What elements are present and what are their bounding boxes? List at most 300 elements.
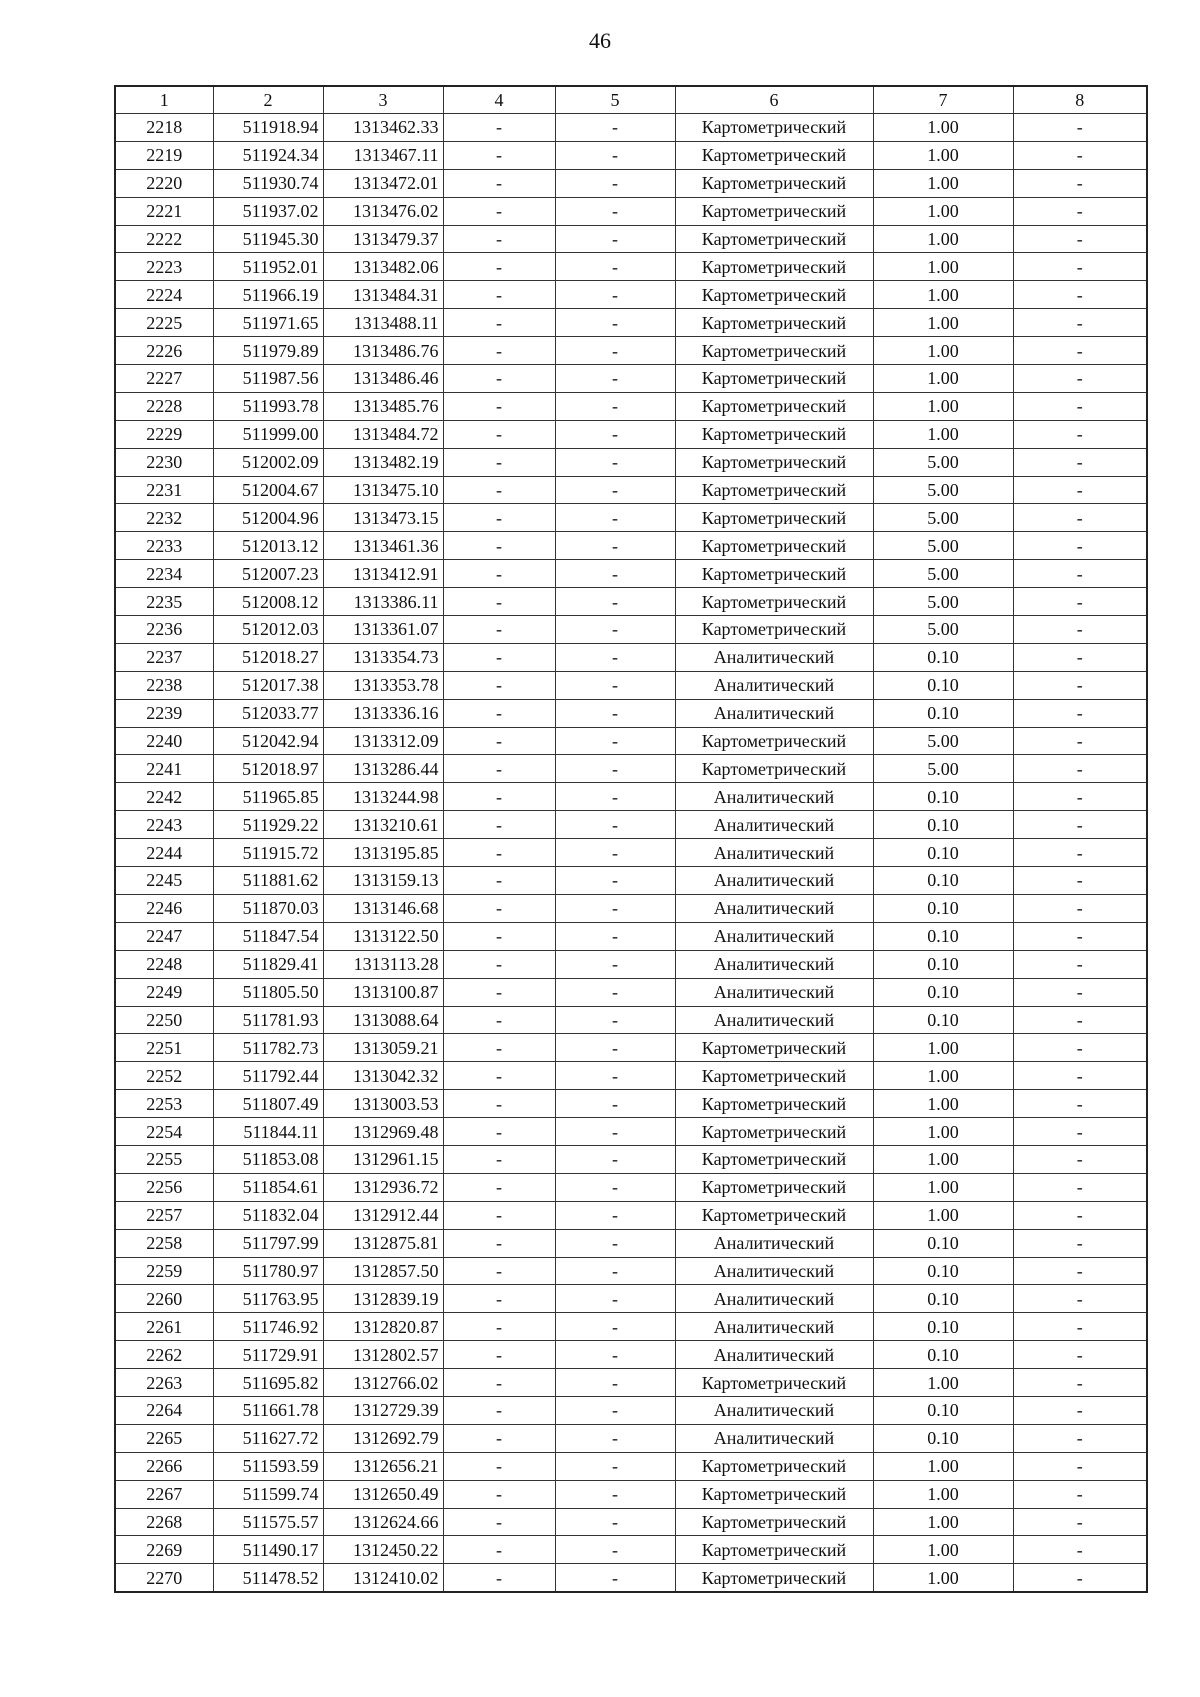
- cell-col-4-value: -: [443, 1229, 555, 1257]
- table-row: [115, 1285, 1147, 1313]
- cell-col-8-value: -: [1013, 1145, 1147, 1173]
- table-row: [115, 532, 1147, 560]
- table-row: [115, 560, 1147, 588]
- cell-accuracy: 1.00: [873, 1201, 1013, 1229]
- cell-col-8-value: -: [1013, 1257, 1147, 1285]
- cell-y-coordinate: 1313473.15: [323, 504, 443, 532]
- cell-method: Картометрический: [675, 420, 873, 448]
- cell-col-8-value: -: [1013, 1424, 1147, 1452]
- table-row: [115, 1396, 1147, 1424]
- cell-y-coordinate: 1313482.19: [323, 448, 443, 476]
- cell-col-4-value: -: [443, 1090, 555, 1118]
- cell-x-coordinate: 511695.82: [213, 1369, 323, 1397]
- cell-x-coordinate: 511729.91: [213, 1341, 323, 1369]
- cell-x-coordinate: 511847.54: [213, 922, 323, 950]
- cell-col-5-value: -: [555, 839, 675, 867]
- cell-y-coordinate: 1313479.37: [323, 225, 443, 253]
- cell-col-5-value: -: [555, 1090, 675, 1118]
- cell-y-coordinate: 1312802.57: [323, 1341, 443, 1369]
- cell-x-coordinate: 511930.74: [213, 169, 323, 197]
- cell-col-8-value: -: [1013, 420, 1147, 448]
- cell-col-4-value: -: [443, 1145, 555, 1173]
- cell-accuracy: 0.10: [873, 1285, 1013, 1313]
- cell-y-coordinate: 1313467.11: [323, 141, 443, 169]
- cell-col-5-value: -: [555, 197, 675, 225]
- cell-y-coordinate: 1313088.64: [323, 1006, 443, 1034]
- cell-col-5-value: -: [555, 114, 675, 142]
- cell-point-number: 2255: [115, 1145, 213, 1173]
- cell-col-5-value: -: [555, 894, 675, 922]
- table-row: [115, 1062, 1147, 1090]
- cell-accuracy: 1.00: [873, 253, 1013, 281]
- cell-accuracy: 5.00: [873, 588, 1013, 616]
- cell-x-coordinate: 512012.03: [213, 616, 323, 644]
- cell-col-5-value: -: [555, 1536, 675, 1564]
- cell-y-coordinate: 1313244.98: [323, 783, 443, 811]
- cell-y-coordinate: 1312766.02: [323, 1369, 443, 1397]
- cell-col-5-value: -: [555, 1257, 675, 1285]
- cell-y-coordinate: 1313386.11: [323, 588, 443, 616]
- cell-point-number: 2223: [115, 253, 213, 281]
- cell-point-number: 2222: [115, 225, 213, 253]
- cell-x-coordinate: 511792.44: [213, 1062, 323, 1090]
- cell-x-coordinate: 511829.41: [213, 950, 323, 978]
- cell-col-8-value: -: [1013, 365, 1147, 393]
- cell-col-5-value: -: [555, 755, 675, 783]
- cell-accuracy: 1.00: [873, 169, 1013, 197]
- cell-x-coordinate: 511781.93: [213, 1006, 323, 1034]
- cell-accuracy: 5.00: [873, 504, 1013, 532]
- cell-point-number: 2261: [115, 1313, 213, 1341]
- cell-col-5-value: -: [555, 1006, 675, 1034]
- table-row: [115, 894, 1147, 922]
- cell-col-8-value: -: [1013, 1118, 1147, 1146]
- column-header-3: 3: [323, 86, 443, 114]
- cell-accuracy: 0.10: [873, 1313, 1013, 1341]
- cell-col-5-value: -: [555, 1424, 675, 1452]
- cell-y-coordinate: 1313042.32: [323, 1062, 443, 1090]
- cell-method: Картометрический: [675, 588, 873, 616]
- cell-point-number: 2258: [115, 1229, 213, 1257]
- cell-col-8-value: -: [1013, 1452, 1147, 1480]
- cell-col-8-value: -: [1013, 1034, 1147, 1062]
- table-row: [115, 978, 1147, 1006]
- cell-x-coordinate: 511915.72: [213, 839, 323, 867]
- cell-col-5-value: -: [555, 1173, 675, 1201]
- table-row: [115, 1229, 1147, 1257]
- cell-y-coordinate: 1312912.44: [323, 1201, 443, 1229]
- cell-col-5-value: -: [555, 1341, 675, 1369]
- cell-accuracy: 1.00: [873, 1564, 1013, 1592]
- cell-y-coordinate: 1312729.39: [323, 1396, 443, 1424]
- cell-point-number: 2256: [115, 1173, 213, 1201]
- table-row: [115, 755, 1147, 783]
- cell-point-number: 2260: [115, 1285, 213, 1313]
- cell-y-coordinate: 1313475.10: [323, 476, 443, 504]
- cell-col-5-value: -: [555, 281, 675, 309]
- cell-col-4-value: -: [443, 616, 555, 644]
- table-row: [115, 253, 1147, 281]
- cell-point-number: 2234: [115, 560, 213, 588]
- cell-y-coordinate: 1313462.33: [323, 114, 443, 142]
- table-row: [115, 811, 1147, 839]
- table-row: [115, 1257, 1147, 1285]
- cell-y-coordinate: 1313412.91: [323, 560, 443, 588]
- cell-col-5-value: -: [555, 420, 675, 448]
- cell-x-coordinate: 511929.22: [213, 811, 323, 839]
- cell-accuracy: 0.10: [873, 643, 1013, 671]
- cell-col-5-value: -: [555, 1480, 675, 1508]
- cell-point-number: 2268: [115, 1508, 213, 1536]
- cell-col-8-value: -: [1013, 392, 1147, 420]
- cell-y-coordinate: 1312969.48: [323, 1118, 443, 1146]
- cell-accuracy: 0.10: [873, 811, 1013, 839]
- cell-y-coordinate: 1313146.68: [323, 894, 443, 922]
- cell-y-coordinate: 1312650.49: [323, 1480, 443, 1508]
- table-row: [115, 588, 1147, 616]
- cell-method: Картометрический: [675, 1145, 873, 1173]
- cell-method: Картометрический: [675, 1369, 873, 1397]
- column-header-7: 7: [873, 86, 1013, 114]
- cell-col-8-value: -: [1013, 1062, 1147, 1090]
- cell-method: Картометрический: [675, 1118, 873, 1146]
- table-header-row: [115, 86, 1147, 114]
- cell-method: Аналитический: [675, 1313, 873, 1341]
- cell-accuracy: 0.10: [873, 1257, 1013, 1285]
- cell-y-coordinate: 1313486.76: [323, 337, 443, 365]
- cell-x-coordinate: 511966.19: [213, 281, 323, 309]
- cell-point-number: 2257: [115, 1201, 213, 1229]
- cell-method: Аналитический: [675, 1396, 873, 1424]
- cell-method: Картометрический: [675, 309, 873, 337]
- cell-y-coordinate: 1313100.87: [323, 978, 443, 1006]
- cell-accuracy: 0.10: [873, 894, 1013, 922]
- cell-col-8-value: -: [1013, 253, 1147, 281]
- table-row: [115, 1090, 1147, 1118]
- table-row: [115, 365, 1147, 393]
- cell-accuracy: 1.00: [873, 1480, 1013, 1508]
- cell-col-8-value: -: [1013, 867, 1147, 895]
- cell-y-coordinate: 1312450.22: [323, 1536, 443, 1564]
- cell-col-5-value: -: [555, 560, 675, 588]
- cell-method: Картометрический: [675, 727, 873, 755]
- cell-y-coordinate: 1313059.21: [323, 1034, 443, 1062]
- cell-col-5-value: -: [555, 699, 675, 727]
- cell-y-coordinate: 1313461.36: [323, 532, 443, 560]
- table-row: [115, 616, 1147, 644]
- table-row: [115, 867, 1147, 895]
- cell-y-coordinate: 1312820.87: [323, 1313, 443, 1341]
- cell-col-8-value: -: [1013, 1480, 1147, 1508]
- cell-point-number: 2245: [115, 867, 213, 895]
- cell-accuracy: 5.00: [873, 448, 1013, 476]
- cell-point-number: 2219: [115, 141, 213, 169]
- cell-col-8-value: -: [1013, 839, 1147, 867]
- cell-x-coordinate: 512004.67: [213, 476, 323, 504]
- cell-col-5-value: -: [555, 476, 675, 504]
- cell-y-coordinate: 1313485.76: [323, 392, 443, 420]
- cell-method: Картометрический: [675, 532, 873, 560]
- cell-col-8-value: -: [1013, 1508, 1147, 1536]
- cell-col-4-value: -: [443, 225, 555, 253]
- cell-y-coordinate: 1313476.02: [323, 197, 443, 225]
- cell-col-4-value: -: [443, 1062, 555, 1090]
- cell-col-5-value: -: [555, 978, 675, 1006]
- column-header-4: 4: [443, 86, 555, 114]
- cell-method: Картометрический: [675, 1034, 873, 1062]
- cell-accuracy: 0.10: [873, 1229, 1013, 1257]
- cell-accuracy: 1.00: [873, 309, 1013, 337]
- cell-col-8-value: -: [1013, 588, 1147, 616]
- cell-point-number: 2251: [115, 1034, 213, 1062]
- cell-col-5-value: -: [555, 225, 675, 253]
- cell-method: Картометрический: [675, 281, 873, 309]
- cell-col-4-value: -: [443, 560, 555, 588]
- cell-x-coordinate: 512002.09: [213, 448, 323, 476]
- cell-point-number: 2243: [115, 811, 213, 839]
- cell-accuracy: 0.10: [873, 671, 1013, 699]
- cell-method: Аналитический: [675, 839, 873, 867]
- cell-col-5-value: -: [555, 811, 675, 839]
- cell-y-coordinate: 1313472.01: [323, 169, 443, 197]
- cell-x-coordinate: 511627.72: [213, 1424, 323, 1452]
- cell-point-number: 2230: [115, 448, 213, 476]
- cell-x-coordinate: 511965.85: [213, 783, 323, 811]
- cell-col-5-value: -: [555, 671, 675, 699]
- cell-y-coordinate: 1313113.28: [323, 950, 443, 978]
- cell-accuracy: 1.00: [873, 420, 1013, 448]
- cell-col-5-value: -: [555, 1396, 675, 1424]
- cell-method: Картометрический: [675, 197, 873, 225]
- cell-col-8-value: -: [1013, 476, 1147, 504]
- cell-col-5-value: -: [555, 253, 675, 281]
- cell-col-4-value: -: [443, 950, 555, 978]
- cell-col-4-value: -: [443, 309, 555, 337]
- cell-col-8-value: -: [1013, 727, 1147, 755]
- cell-x-coordinate: 511832.04: [213, 1201, 323, 1229]
- cell-y-coordinate: 1313159.13: [323, 867, 443, 895]
- cell-col-4-value: -: [443, 783, 555, 811]
- cell-x-coordinate: 511763.95: [213, 1285, 323, 1313]
- cell-col-8-value: -: [1013, 699, 1147, 727]
- table-row: [115, 1313, 1147, 1341]
- cell-method: Аналитический: [675, 783, 873, 811]
- cell-x-coordinate: 511945.30: [213, 225, 323, 253]
- cell-col-4-value: -: [443, 811, 555, 839]
- cell-accuracy: 5.00: [873, 755, 1013, 783]
- cell-y-coordinate: 1313486.46: [323, 365, 443, 393]
- cell-x-coordinate: 511478.52: [213, 1564, 323, 1592]
- cell-col-4-value: -: [443, 1424, 555, 1452]
- cell-accuracy: 0.10: [873, 950, 1013, 978]
- cell-x-coordinate: 512004.96: [213, 504, 323, 532]
- cell-x-coordinate: 512018.97: [213, 755, 323, 783]
- cell-point-number: 2246: [115, 894, 213, 922]
- cell-point-number: 2269: [115, 1536, 213, 1564]
- cell-col-5-value: -: [555, 448, 675, 476]
- cell-x-coordinate: 511844.11: [213, 1118, 323, 1146]
- table-row: [115, 1145, 1147, 1173]
- cell-col-4-value: -: [443, 894, 555, 922]
- cell-col-5-value: -: [555, 169, 675, 197]
- cell-col-4-value: -: [443, 253, 555, 281]
- cell-col-8-value: -: [1013, 1396, 1147, 1424]
- cell-y-coordinate: 1313312.09: [323, 727, 443, 755]
- cell-point-number: 2265: [115, 1424, 213, 1452]
- cell-method: Аналитический: [675, 643, 873, 671]
- cell-accuracy: 0.10: [873, 922, 1013, 950]
- cell-col-5-value: -: [555, 1145, 675, 1173]
- cell-col-4-value: -: [443, 114, 555, 142]
- cell-x-coordinate: 512017.38: [213, 671, 323, 699]
- cell-y-coordinate: 1312656.21: [323, 1452, 443, 1480]
- cell-col-4-value: -: [443, 197, 555, 225]
- table-row: [115, 1424, 1147, 1452]
- cell-method: Картометрический: [675, 476, 873, 504]
- cell-x-coordinate: 511971.65: [213, 309, 323, 337]
- cell-point-number: 2264: [115, 1396, 213, 1424]
- cell-col-4-value: -: [443, 839, 555, 867]
- cell-col-5-value: -: [555, 1062, 675, 1090]
- cell-x-coordinate: 511952.01: [213, 253, 323, 281]
- cell-col-4-value: -: [443, 337, 555, 365]
- cell-col-4-value: -: [443, 420, 555, 448]
- cell-accuracy: 0.10: [873, 839, 1013, 867]
- cell-method: Аналитический: [675, 1229, 873, 1257]
- cell-accuracy: 1.00: [873, 1536, 1013, 1564]
- cell-accuracy: 1.00: [873, 1145, 1013, 1173]
- cell-accuracy: 1.00: [873, 337, 1013, 365]
- cell-col-5-value: -: [555, 141, 675, 169]
- cell-col-4-value: -: [443, 588, 555, 616]
- table-row: [115, 420, 1147, 448]
- table-row: [115, 1508, 1147, 1536]
- cell-x-coordinate: 511924.34: [213, 141, 323, 169]
- cell-method: Аналитический: [675, 1424, 873, 1452]
- cell-x-coordinate: 512013.12: [213, 532, 323, 560]
- cell-accuracy: 1.00: [873, 197, 1013, 225]
- cell-method: Аналитический: [675, 1341, 873, 1369]
- table-row: [115, 1452, 1147, 1480]
- cell-method: Картометрический: [675, 365, 873, 393]
- cell-col-4-value: -: [443, 1285, 555, 1313]
- cell-method: Аналитический: [675, 978, 873, 1006]
- cell-col-5-value: -: [555, 504, 675, 532]
- cell-accuracy: 5.00: [873, 616, 1013, 644]
- cell-point-number: 2236: [115, 616, 213, 644]
- cell-y-coordinate: 1312857.50: [323, 1257, 443, 1285]
- cell-col-5-value: -: [555, 783, 675, 811]
- cell-col-8-value: -: [1013, 671, 1147, 699]
- cell-col-5-value: -: [555, 1118, 675, 1146]
- cell-col-4-value: -: [443, 1201, 555, 1229]
- cell-x-coordinate: 512007.23: [213, 560, 323, 588]
- cell-accuracy: 1.00: [873, 1034, 1013, 1062]
- cell-point-number: 2238: [115, 671, 213, 699]
- cell-col-4-value: -: [443, 169, 555, 197]
- cell-col-5-value: -: [555, 1508, 675, 1536]
- cell-point-number: 2252: [115, 1062, 213, 1090]
- cell-method: Аналитический: [675, 1285, 873, 1313]
- cell-accuracy: 0.10: [873, 783, 1013, 811]
- cell-col-5-value: -: [555, 1285, 675, 1313]
- cell-col-8-value: -: [1013, 114, 1147, 142]
- cell-method: Картометрический: [675, 114, 873, 142]
- cell-point-number: 2250: [115, 1006, 213, 1034]
- cell-col-5-value: -: [555, 867, 675, 895]
- cell-col-8-value: -: [1013, 309, 1147, 337]
- cell-point-number: 2237: [115, 643, 213, 671]
- cell-point-number: 2227: [115, 365, 213, 393]
- cell-col-8-value: -: [1013, 894, 1147, 922]
- cell-accuracy: 1.00: [873, 392, 1013, 420]
- cell-y-coordinate: 1313484.31: [323, 281, 443, 309]
- table-row: [115, 699, 1147, 727]
- cell-x-coordinate: 511805.50: [213, 978, 323, 1006]
- cell-method: Картометрический: [675, 1452, 873, 1480]
- cell-accuracy: 1.00: [873, 1452, 1013, 1480]
- cell-x-coordinate: 511490.17: [213, 1536, 323, 1564]
- cell-x-coordinate: 511881.62: [213, 867, 323, 895]
- table-row: [115, 1564, 1147, 1592]
- cell-method: Картометрический: [675, 1090, 873, 1118]
- cell-col-8-value: -: [1013, 448, 1147, 476]
- cell-col-4-value: -: [443, 1313, 555, 1341]
- cell-col-4-value: -: [443, 1536, 555, 1564]
- cell-accuracy: 1.00: [873, 1062, 1013, 1090]
- cell-col-5-value: -: [555, 922, 675, 950]
- cell-x-coordinate: 511661.78: [213, 1396, 323, 1424]
- cell-col-5-value: -: [555, 1564, 675, 1592]
- table-row: [115, 1034, 1147, 1062]
- column-header-1: 1: [115, 86, 213, 114]
- cell-col-8-value: -: [1013, 1313, 1147, 1341]
- cell-col-5-value: -: [555, 616, 675, 644]
- cell-col-4-value: -: [443, 141, 555, 169]
- cell-accuracy: 1.00: [873, 281, 1013, 309]
- cell-point-number: 2270: [115, 1564, 213, 1592]
- cell-y-coordinate: 1313353.78: [323, 671, 443, 699]
- cell-accuracy: 0.10: [873, 978, 1013, 1006]
- cell-col-4-value: -: [443, 671, 555, 699]
- cell-y-coordinate: 1313488.11: [323, 309, 443, 337]
- cell-col-8-value: -: [1013, 1369, 1147, 1397]
- cell-col-5-value: -: [555, 532, 675, 560]
- cell-y-coordinate: 1313482.06: [323, 253, 443, 281]
- cell-point-number: 2224: [115, 281, 213, 309]
- cell-col-8-value: -: [1013, 1090, 1147, 1118]
- table-row: [115, 1118, 1147, 1146]
- cell-col-4-value: -: [443, 532, 555, 560]
- cell-col-4-value: -: [443, 1257, 555, 1285]
- cell-x-coordinate: 511937.02: [213, 197, 323, 225]
- cell-y-coordinate: 1313195.85: [323, 839, 443, 867]
- cell-col-8-value: -: [1013, 783, 1147, 811]
- table-row: [115, 1341, 1147, 1369]
- cell-point-number: 2239: [115, 699, 213, 727]
- table-row: [115, 448, 1147, 476]
- cell-x-coordinate: 512042.94: [213, 727, 323, 755]
- cell-point-number: 2241: [115, 755, 213, 783]
- table-row: [115, 643, 1147, 671]
- cell-col-4-value: -: [443, 448, 555, 476]
- cell-accuracy: 5.00: [873, 532, 1013, 560]
- cell-col-5-value: -: [555, 950, 675, 978]
- table-row: [115, 1480, 1147, 1508]
- cell-col-8-value: -: [1013, 811, 1147, 839]
- cell-col-4-value: -: [443, 392, 555, 420]
- cell-method: Картометрический: [675, 253, 873, 281]
